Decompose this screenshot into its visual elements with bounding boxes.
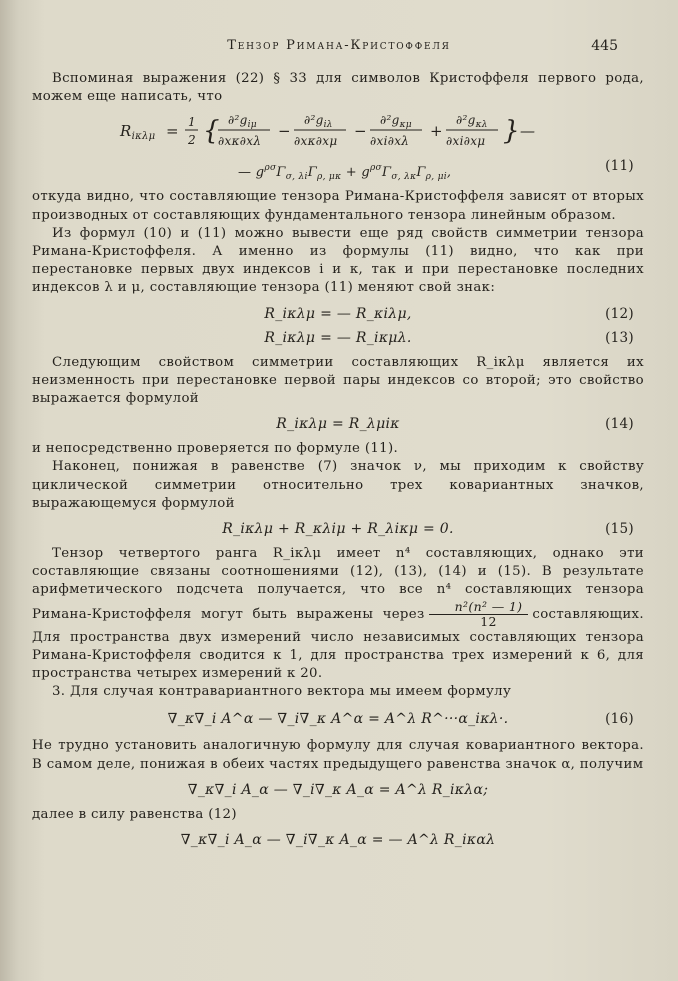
equation-18 [32,828,644,852]
paragraph: Наконец, понижая в равенстве (7) значок ν, мы приходим к свойству циклической симметрии относительно трех ковариантных значков, выражающемуся формулой [32,459,644,511]
paragraph: и непосредственно проверяется по формуле (11). [32,441,399,457]
paragraph: Вспоминая выражения (22) § 33 для символов Кристоффеля первого рода, можем еще написать, что [32,71,644,105]
page-header [60,38,618,58]
equation-number: (11) [605,158,634,175]
equation-number: (14) [605,416,634,433]
svg-text:{: { [203,116,220,147]
svg-text:∂xκ∂xμ: ∂xκ∂xμ [294,134,338,149]
paragraph: Следующим свойством симметрии составляющих R_iκλμ является их неизменность при перестановке первой пары индексов со второй; это свойство выражается формулой [32,354,644,407]
svg-text:—: — [520,122,536,141]
equation-12-formula: R_iκλμ = — R_κiλμ, [264,305,412,322]
svg-text:∂²gκλ: $\partial^2g_{\kappa\lambda}$ [456,113,488,131]
equation-number: (12) [605,305,634,322]
paragraph-text: Тензор четвертого ранга R_iκλμ имеет n⁴ составляющих, однако эти составляющие связаны соотношениями (12), (13), (14) и (15). В результате арифметического подсчета получается, что все n⁴ составляющих тензора Римана-Кристоффеля могут быть выражены через [32,546,644,622]
paragraph-text: составляющих. Для пространства двух измерений число независимых составляющих тензора Римана-Кристоффеля сводится к 1, для пространства трех измерений к 6, для пространства четырех измерений к 20. [32,606,644,682]
paragraph [32,545,644,683]
svg-text:Riκλμ: $R_{i\kappa\lambda\mu}$ [120,122,156,143]
equation-17 [32,778,644,802]
svg-text:∂xκ∂xλ: ∂xκ∂xλ [218,134,262,149]
equation-13 [32,326,644,350]
svg-text:∂xi∂xμ: ∂xi∂xμ [446,134,486,149]
fraction-denominator: 12 [480,613,497,629]
svg-text:∂²gκμ: $\partial^2g_{\kappa\mu}$ [380,113,412,131]
inline-fraction [429,600,529,629]
svg-text:— gρσΓσ, λiΓρ, μκ + gρσΓσ, λκΓ: — $g^{\rho\sigma}\Gamma_{\sigma, \lambda i}\Gamma_{\rho, \mu\kappa} + g^{\rho\sigma}\Gamma_{\sigma, \lambda\kappa}\Gamma_{\rho, \mu i}$, [238,163,452,183]
equation-15-formula: R_iκλμ + R_κλiμ + R_λiκμ = 0. [222,521,454,538]
svg-text:∂²giμ: $\partial^2g_{i\mu}$ [228,113,257,131]
svg-text:∂xi∂xλ: ∂xi∂xλ [370,134,410,149]
equation-11 [32,106,644,188]
equation-18-formula: ∇_κ∇_i A_α — ∇_i∇_κ A_α = — A^λ R_iκαλ [180,832,496,849]
paragraph: откуда видно, что составляющие тензора Римана-Кристоффеля зависят от вторых производных от составляющих фундаментального тензора линейным образом. [32,189,644,223]
svg-text:}: } [503,116,520,147]
svg-text:=: = [166,122,179,141]
svg-text:−: − [354,122,367,141]
svg-text:+: + [430,122,443,141]
running-title: Тензор Римана-Кристоффеля [227,38,451,53]
page-number: 445 [591,38,618,54]
svg-text:2: 2 [188,133,196,148]
paragraph: 3. Для случая контравариантного вектора мы имеем формулу [52,684,512,700]
page-body [32,70,644,852]
paragraph: Из формул (10) и (11) можно вывести еще ряд свойств симметрии тензора Римана-Кристоффеля. А именно из формулы (11) видно, что как при перестановке первых двух индексов i и κ, так и при перестановке последних индексов λ и μ, составляющие тензора (11) меняют свой знак: [32,225,644,296]
equation-number: (13) [605,329,634,346]
paragraph: далее в силу равенства (12) [32,806,237,822]
paragraph: Не трудно установить аналогичную формулу для случая ковариантного вектора. В самом деле, понижая в обеих частях предыдущего равенства значок α, получим [32,738,644,772]
equation-14 [32,412,644,436]
svg-text:∂²giλ: $\partial^2g_{i\lambda}$ [304,113,333,131]
equation-15 [32,517,644,541]
equation-number: (15) [605,521,634,538]
equation-16-formula: ∇_κ∇_i A^α — ∇_i∇_κ A^α = A^λ R^···α_iκλ·. [167,711,509,728]
equation-12 [32,302,644,326]
svg-text:1: 1 [188,115,196,130]
equation-11-formula [58,106,618,188]
fraction-numerator: n²(n² — 1) [429,600,529,615]
equation-14-formula: R_iκλμ = R_λμiκ [276,416,400,433]
svg-text:−: − [278,122,291,141]
equation-17-formula: ∇_κ∇_i A_α — ∇_i∇_κ A_α = A^λ R_iκλα; [187,781,489,798]
equation-number: (16) [605,711,634,728]
equation-16 [32,707,644,731]
equation-13-formula: R_iκλμ = — R_iκμλ. [264,329,412,346]
